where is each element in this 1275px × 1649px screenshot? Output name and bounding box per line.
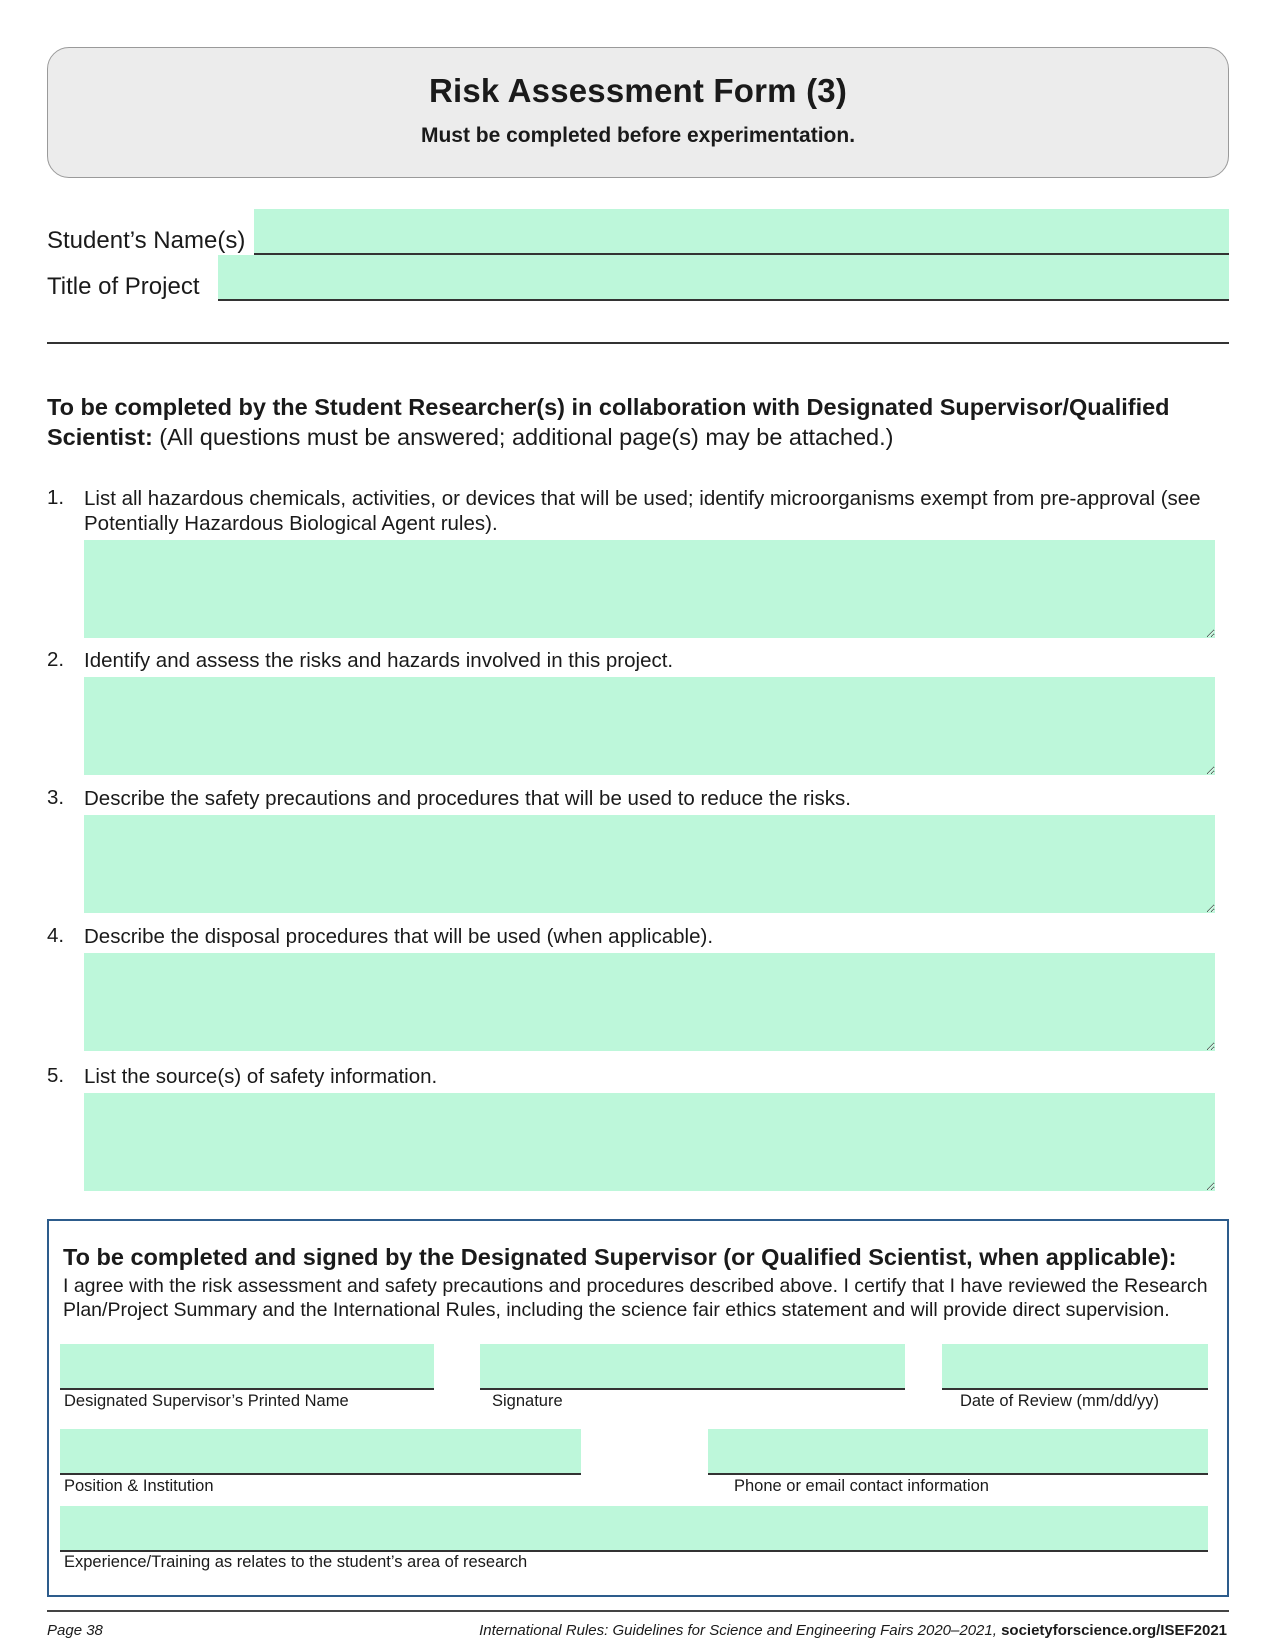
supervisor-statement: I agree with the risk assessment and safety precautions and procedures described above. I certify that I have reviewed the Research Plan/Project Summary and the International Rules, including the science fair ethics statement and will provide direct supervision. [63,1275,1208,1321]
footer-url-link[interactable]: societyforscience.org/ISEF2021 [1001,1622,1227,1639]
supervisor-signature-input[interactable] [480,1344,905,1390]
student-name-label: Student’s Name(s) [47,227,246,254]
form-subtitle: Must be completed before experimentation. [420,124,856,147]
student-section-instructions [47,392,1227,452]
question-3-answer[interactable] [84,815,1215,913]
date-of-review-label: Date of Review (mm/dd/yy) [960,1392,1159,1410]
position-institution-input[interactable] [60,1429,581,1475]
guide-title: International Rules: Guidelines for Science and Engineering Fairs 2020–2021, [479,1622,1002,1639]
student-name-input[interactable] [254,209,1229,255]
position-institution-label: Position & Institution [64,1477,214,1495]
question-2-number: 2. [47,648,65,671]
footer-citation [479,1622,1227,1639]
supervisor-printed-name-label: Designated Supervisor’s Printed Name [64,1392,349,1410]
question-1-text: List all hazardous chemicals, activities, or devices that will be used; identify microorganisms exempt from pre-approval (see Potentially Hazardous Biological Agent rules). [84,487,1201,535]
supervisor-heading: To be completed and signed by the Designated Supervisor (or Qualified Scientist, when applicable): [63,1244,1177,1270]
date-of-review-input[interactable] [942,1344,1208,1390]
experience-training-label: Experience/Training as relates to the student’s area of research [64,1553,528,1571]
project-title-input[interactable] [218,255,1229,301]
question-1-number: 1. [47,486,65,509]
student-section-note: (All questions must be answered; additional page(s) may be attached.) [152,424,894,450]
student-section-heading: To be completed by the Student Researcher(s) in collaboration with Designated Supervisor/Qualified Scientist: [47,394,1170,450]
page-number: Page 38 [47,1622,103,1639]
question-1-answer[interactable] [84,540,1215,638]
question-2-answer[interactable] [84,677,1215,775]
question-5-number: 5. [47,1064,65,1087]
form-title: Risk Assessment Form (3) [428,72,848,109]
question-2-text: Identify and assess the risks and hazards involved in this project. [84,649,674,672]
supervisor-printed-name-input[interactable] [60,1344,434,1390]
question-4-number: 4. [47,924,65,947]
question-5-text: List the source(s) of safety information. [84,1065,438,1088]
question-3-number: 3. [47,786,65,809]
experience-training-input[interactable] [60,1506,1208,1552]
question-5-answer[interactable] [84,1093,1215,1191]
contact-info-input[interactable] [708,1429,1208,1475]
question-4-answer[interactable] [84,953,1215,1051]
question-4-text: Describe the disposal procedures that will be used (when applicable). [84,925,714,948]
supervisor-signature-label: Signature [492,1392,563,1410]
question-3-text: Describe the safety precautions and procedures that will be used to reduce the risks. [84,787,851,810]
footer-divider [47,1610,1229,1612]
form-header [47,47,1229,178]
project-title-continuation-line [47,342,1229,344]
project-title-label: Title of Project [47,273,200,300]
contact-info-label: Phone or email contact information [734,1477,989,1495]
